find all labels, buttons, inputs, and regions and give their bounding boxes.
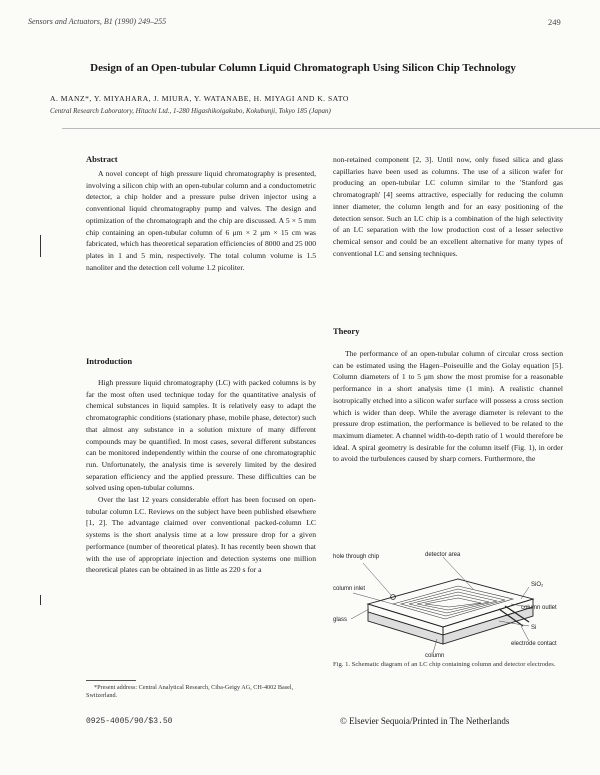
- introduction-heading: Introduction: [86, 356, 133, 366]
- figure-label-detector: detector area: [425, 552, 461, 558]
- figure-label-inlet: column inlet: [333, 586, 366, 592]
- abstract-body: [86, 168, 316, 273]
- issn-line: 0925-4005/90/$3.50: [86, 717, 173, 726]
- header-divider: [62, 128, 600, 129]
- figure-label-electrode: electrode contact: [511, 641, 557, 647]
- lc-chip-schematic: [333, 549, 557, 659]
- abstract-heading: Abstract: [86, 154, 118, 164]
- figure-caption: Fig. 1. Schematic diagram of an LC chip containing column and detector electrodes.: [333, 661, 556, 668]
- figure-label-glass: glass: [333, 617, 348, 623]
- paper-title: Design of an Open-tubular Column Liquid Chromatograph Using Silicon Chip Technology: [90, 62, 516, 74]
- figure-label-outlet: column outlet: [521, 605, 557, 611]
- margin-mark: [40, 235, 41, 257]
- right-column-paragraph: non-retained component [2, 3]. Until now, only fused silica and glass capillaries have been used as columns. The use of a silicon wafer for producing an open-tubular LC column similar to the 'Stanford gas chromatograph' [4] seems attractive, especially for reducing the column inner diameter, the column length and for an easy positioning of the detection sensor. Such an LC chip is a combination of the high selectivity of an LC separation with the low production cost of a lesser selective chemical sensor and could be an excellent alternative for many types of conventional LC and sensing techniques.: [333, 155, 563, 258]
- theory-heading: Theory: [333, 326, 360, 336]
- theory-body: [333, 348, 563, 465]
- margin-mark: [40, 595, 41, 605]
- right-column-body: [333, 154, 563, 259]
- introduction-paragraph-2: Over the last 12 years considerable effort has been focused on open-tubular column LC. Reviews on the subject have been published elsewhere [1, 2]. The advantage claimed over conventional packed-column LC systems is the short analysis time at a low pressure drop for a given performance (number of theoretical plates). It has recently been shown that with the use of appropriate injection and detection systems one million theoretical plates can be obtained in as little as 220 s for a: [86, 495, 316, 575]
- figure-label-si: Si: [531, 625, 537, 631]
- figure-label-hole: hole through chip: [333, 554, 380, 560]
- footnote: *Present address: Central Analytical Research, Ciba-Geigy AG, CH-4002 Basel, Switzerland.: [86, 684, 294, 700]
- introduction-paragraph-1: High pressure liquid chromatography (LC) with packed columns is by far the most often used technique today for the quantitative analysis of chemical substances in liquid samples. It is relatively easy to adapt the chromatographic conditions (stationary phase, mobile phase, detector) such that almost any substance in a solution mixture of many different compounds may be quantified. In most cases, several different substances can be monitored independently within the course of one chromatographic run. Unfortunately, the analysis time is severely limited by the desired separation efficiency and the applied pressure. These difficulties can be solved using open-tubular columns.: [86, 378, 316, 493]
- footnote-rule: [86, 680, 136, 681]
- page-number: 249: [548, 17, 561, 27]
- figure-label-column: column: [425, 653, 445, 659]
- affiliation: Central Research Laboratory, Hitachi Ltd., 1-280 Higashikoigakubo, Kokubunji, Tokyo 185 (Japan): [50, 107, 331, 115]
- figure-label-sio2: SiO₂: [531, 582, 544, 588]
- abstract-text: A novel concept of high pressure liquid chromatography is presented, involving a silicon chip with an open-tubular column and a conductometric detector, a chip holder and a pressure pulse driven injector using a conventional liquid chromatography pump and valves. The design and optimization of the chromatograph and the chip are discussed. A 5 × 5 mm chip containing an open-tubular column of 6 μm × 2 μm × 15 cm was fabricated, which has theoretical separation efficiencies of 8000 and 25 000 plates in 1 and 5 min, respectively. The total column volume is 1.5 nanoliter and the detection cell volume 1.2 picoliter.: [86, 169, 316, 272]
- introduction-body: [86, 377, 316, 576]
- theory-paragraph: The performance of an open-tubular column of circular cross section can be estimated using the Hagen–Poiseuille and the Golay equation [5]. Column diameters of 1 to 5 μm show the most promise for a reasonable performance in a short analysis time (1 min). A realistic channel isotropically etched into a silicon wafer surface will possess a cross section which is wider than deep. While the average diameter is relevant to the pressure drop estimation, the performance is believed to be related to the maximum diameter. A channel width-to-depth ratio of 1 would therefore be ideal. A spiral geometry is desirable for the column itself (Fig. 1), in order to avoid the turbulences caused by sharp corners. Furthermore, the: [333, 349, 563, 464]
- publisher-line: © Elsevier Sequoia/Printed in The Netherlands: [340, 716, 510, 726]
- journal-citation: Sensors and Actuators, B1 (1990) 249–255: [28, 17, 167, 26]
- author-list: A. MANZ*, Y. MIYAHARA, J. MIURA, Y. WATANABE, H. MIYAGI AND K. SATO: [50, 94, 349, 103]
